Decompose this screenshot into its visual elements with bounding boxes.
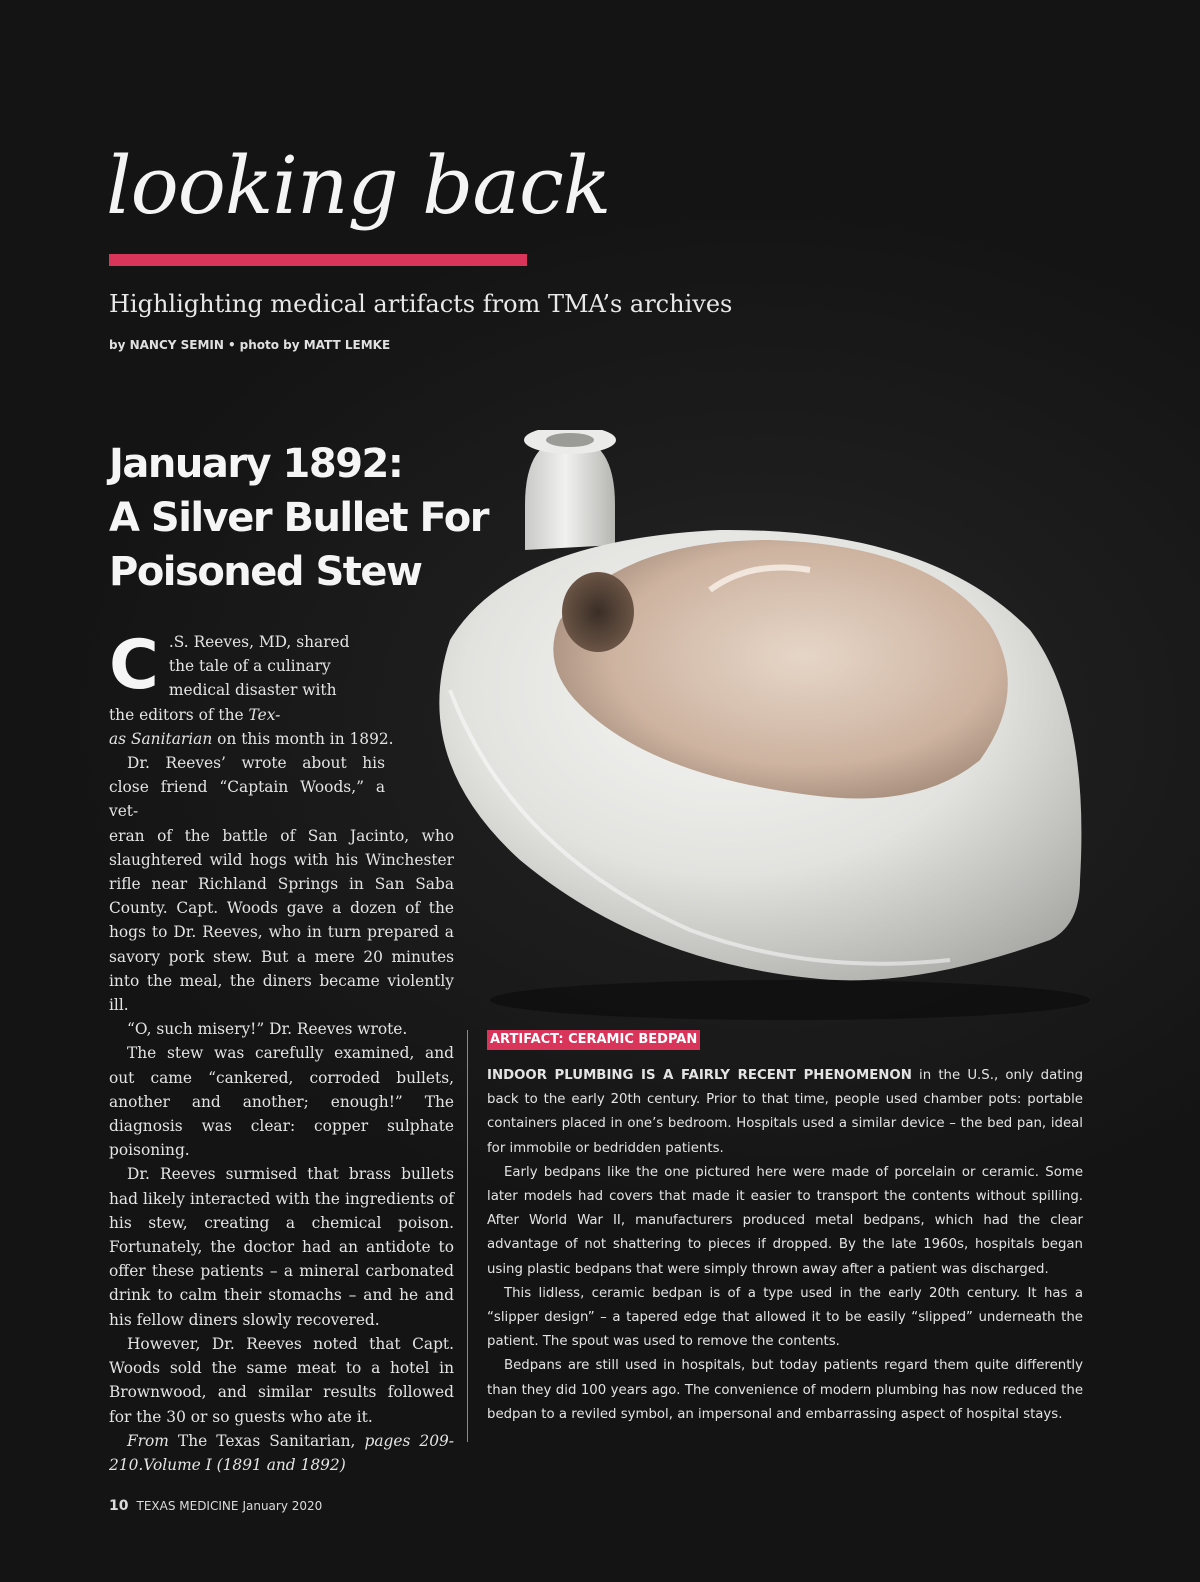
magazine-name: TEXAS MEDICINE <box>136 1499 239 1513</box>
headline-line: A Silver Bullet For <box>109 495 488 541</box>
byline <box>109 338 390 352</box>
issue-date: January 2020 <box>242 1499 323 1513</box>
bedpan-photo <box>390 430 1100 1030</box>
publication-name: as Sanitarian <box>109 729 213 748</box>
drop-cap: C <box>109 626 159 705</box>
artifact-paragraph <box>487 1064 1083 1161</box>
text-line: the editors of the <box>109 705 249 724</box>
text-run: on this month in 1892. <box>212 729 394 748</box>
artifact-paragraph: Bedpans are still used in hospitals, but today patients regard them quite differently than they did 100 years ago. The convenience of modern plumbing has now reduced the bedpan to a reviled symbol, an impersonal and embarrassing aspect of hospital stays. <box>487 1358 1083 1422</box>
artifact-paragraph: This lidless, ceramic bedpan is of a type used in the early 20th century. It has a “slipper design” – a tapered edge that allowed it to be easily “slipped” underneath the patient. The spout was used to remove the contents. <box>487 1285 1083 1350</box>
artifact-paragraph: Early bedpans like the one pictured here were made of porcelain or ceramic. Some later models had covers that made it easier to transport the contents without spilling. After World War II, manufacturers produced metal bedpans, which had the clear advantage of not shattering to pieces if dropped. By the late 1960s, hospitals began using plastic bedpans that were simply thrown away after a patient was discharged. <box>487 1164 1083 1277</box>
artifact-lead: INDOOR PLUMBING IS A FAIRLY RECENT PHENOMENON <box>487 1068 912 1083</box>
article-paragraph: Dr. Reeves’ wrote about his close friend “Captain Woods,” a vet- <box>109 754 385 821</box>
byline-author: by NANCY SEMIN <box>109 338 224 352</box>
article-paragraph: However, Dr. Reeves noted that Capt. Woods sold the same meat to a hotel in Brownwood, and similar results followed for the 30 or so guests who ate it. <box>109 1334 454 1426</box>
text-run: in the U.S., only dating back to the early 20th century. Prior to that time, people used chamber pots: portable containers placed in one’s bedroom. Hospitals used a similar device – the bed pan, ideal for immobile or bedridden patients. <box>487 1068 1084 1156</box>
artifact-body <box>487 1064 1083 1427</box>
artifact-label: ARTIFACT: CERAMIC BEDPAN <box>487 1030 700 1050</box>
headline-line: January 1892: <box>109 441 403 487</box>
page-number: 10 <box>109 1498 129 1514</box>
article-paragraph <box>109 626 454 751</box>
column-divider <box>467 1030 468 1442</box>
subtitle: Highlighting medical artifacts from TMA’s archives <box>109 290 733 318</box>
article-paragraph: The stew was carefully examined, and out came “cankered, corroded bullets, another and another; enough!” The diagnosis was clear: copper sulphate poisoning. <box>109 1044 454 1160</box>
text-line: medical disaster with <box>168 681 337 700</box>
text-line: the tale of a culinary <box>168 657 331 676</box>
text-line: .S. Reeves, MD, shared <box>168 633 350 651</box>
section-title: looking back <box>106 139 611 232</box>
headline-line: Poisoned Stew <box>109 549 422 595</box>
citation-from: From <box>127 1431 169 1450</box>
article-paragraph: eran of the battle of San Jacinto, who slaughtered wild hogs with his Winchester rifle near Richland Springs in San Saba County. Capt. Woods gave a dozen of the hogs to Dr. Reeves, who in turn prepared a savory pork stew. But a mere 20 minutes into the meal, the diners became violently ill. <box>109 826 454 1015</box>
citation <box>109 1429 454 1477</box>
byline-separator: • <box>227 338 236 352</box>
title-rule <box>109 254 527 266</box>
article-body <box>109 626 454 1477</box>
citation-pages: pages 209-210.Volume I (1891 and 1892) <box>109 1431 454 1474</box>
byline-photo: photo by MATT LEMKE <box>239 338 391 352</box>
citation-title: The Texas Sanitarian, <box>168 1431 365 1450</box>
page-footer <box>109 1498 322 1514</box>
article-paragraph: “O, such misery!” Dr. Reeves wrote. <box>127 1020 408 1039</box>
publication-name: Tex- <box>248 705 281 724</box>
article-paragraph: Dr. Reeves surmised that brass bullets had likely interacted with the ingredients of his stew, creating a chemical poison. Fortunately, the doctor had an antidote to offer these patients – a mineral carbonated drink to calm their stomachs – and he and his fellow diners slowly recovered. <box>109 1165 454 1329</box>
